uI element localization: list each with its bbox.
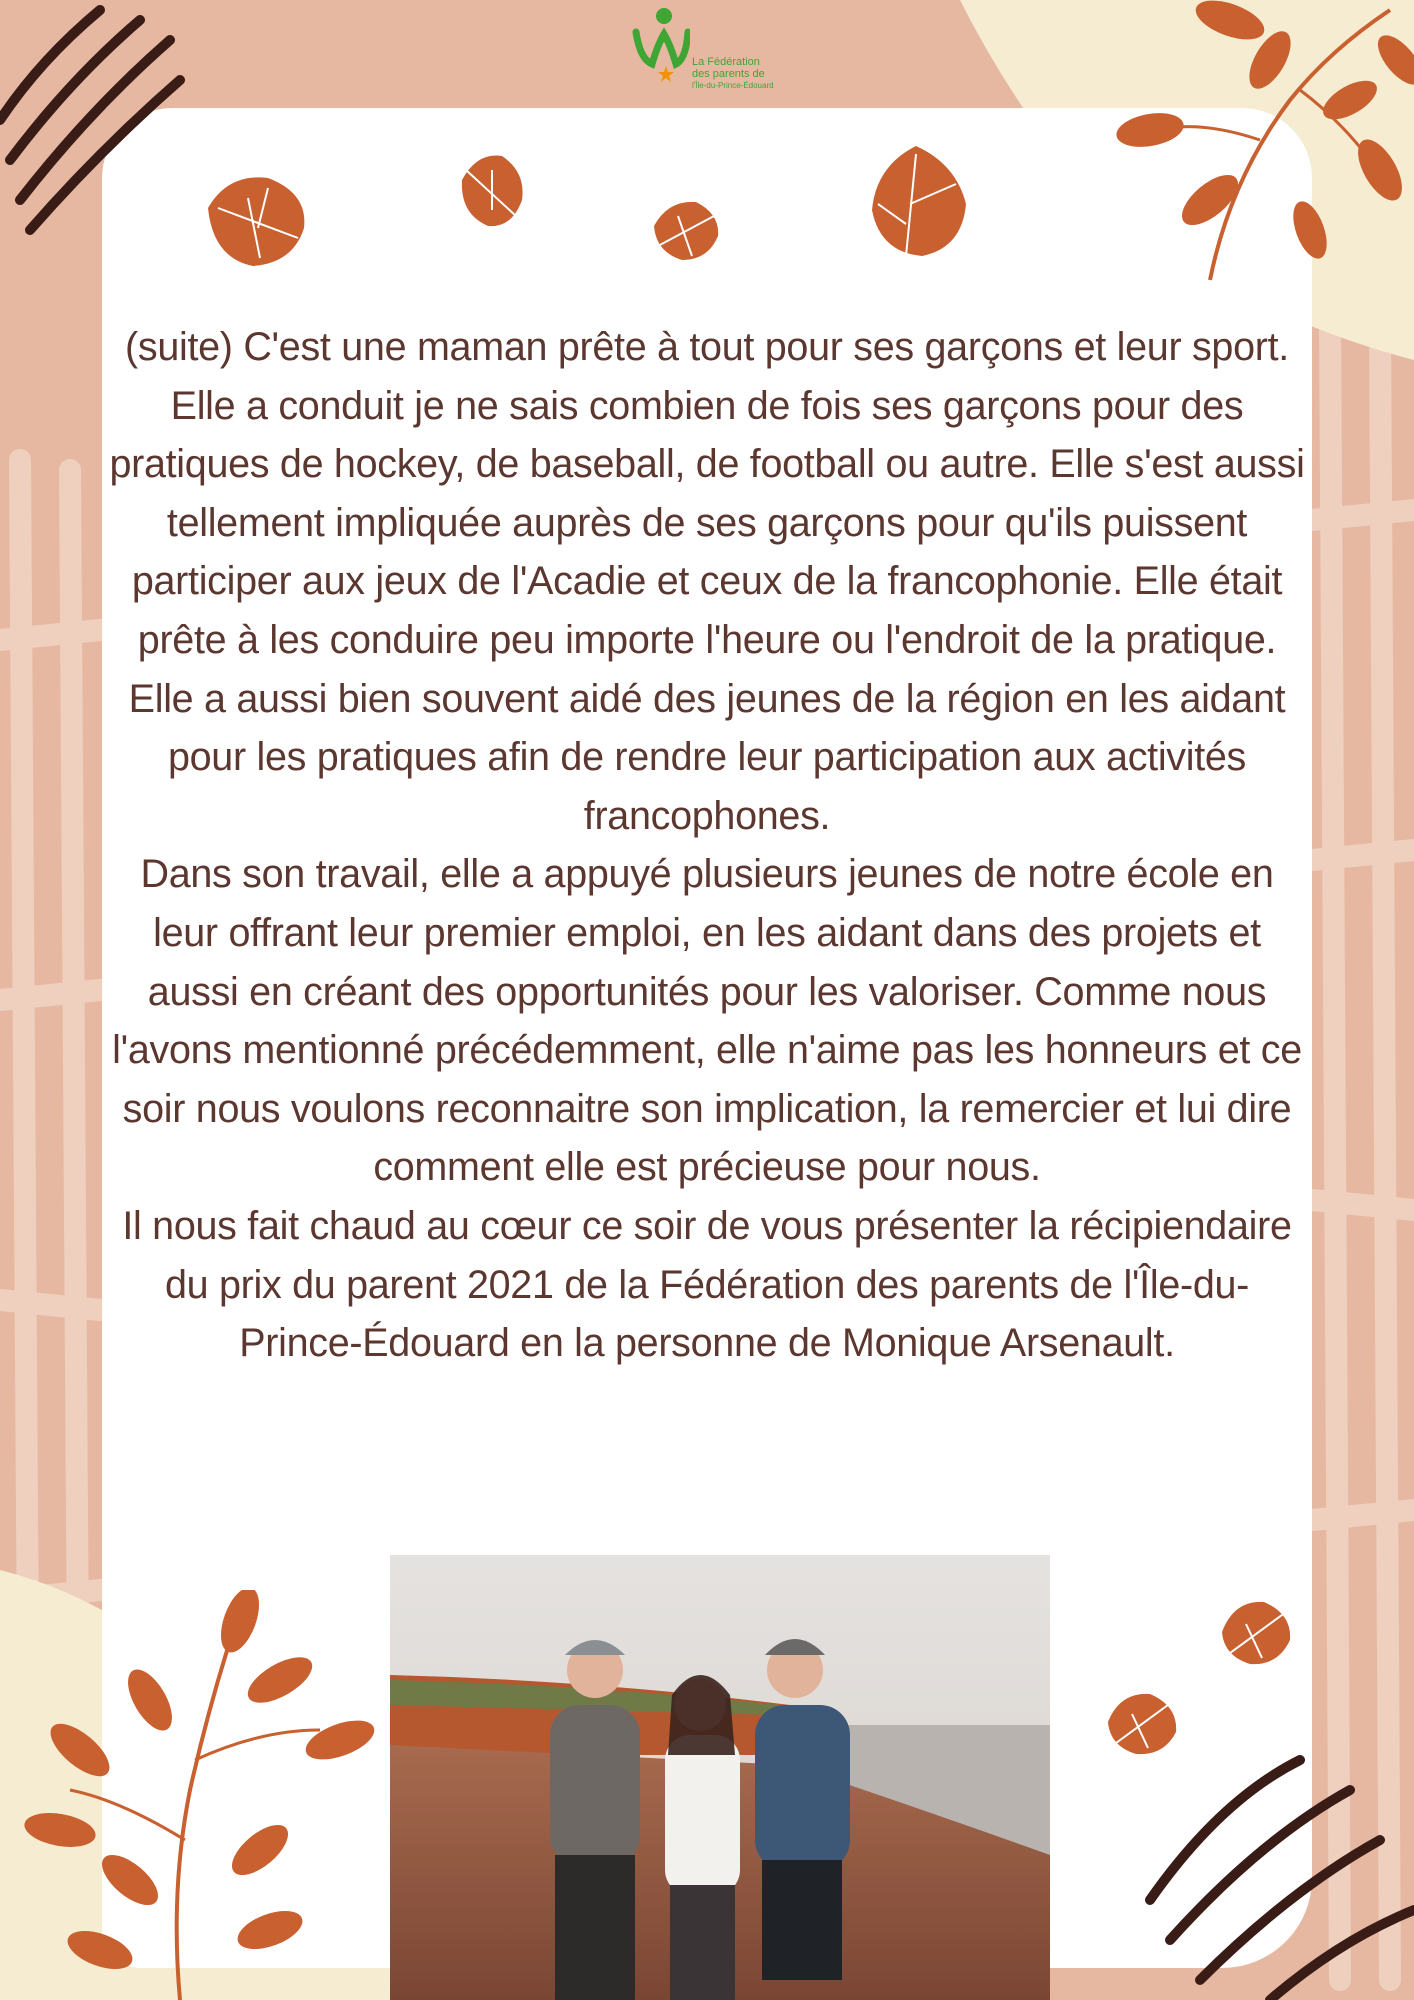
federation-logo-icon xyxy=(630,4,690,94)
family-beach-photo xyxy=(390,1555,1050,2000)
paragraph-2: Dans son travail, elle a appuyé plusieurs jeunes de notre école en leur offrant leur premier emploi, en les aidant dans des projets et aussi en créant des opportunités pour les valoriser. Comme nous l'avons mentionné précédemment, elle n'aime pas les honneurs et ce soir nous voulons reconnaitre son implication, la remercier et lui dire comment elle est précieuse pour nous. xyxy=(112,852,1302,1190)
branch-icon-top-right xyxy=(1100,0,1414,290)
branch-icon-bottom-left xyxy=(20,1590,380,2000)
body-text xyxy=(104,318,1310,1373)
logo-line-1: La Fédération xyxy=(692,56,760,68)
family-photo xyxy=(390,1555,1050,2000)
leaf-icon-4 xyxy=(866,144,972,262)
leaf-icon-5 xyxy=(1216,1596,1296,1668)
leaf-icon-3 xyxy=(648,196,724,266)
logo-line-2: des parents de xyxy=(692,68,765,80)
leaf-icon-6 xyxy=(1102,1688,1182,1758)
leaf-icon-2 xyxy=(452,150,528,232)
paragraph-3: Il nous fait chaud au cœur ce soir de vous présenter la récipiendaire du prix du parent 2021 de la Fédération des parents de l'Île-du-Prince-Édouard en la personne de Monique Arsenault. xyxy=(122,1203,1292,1366)
paragraph-1: (suite) C'est une maman prête à tout pour ses garçons et leur sport. Elle a conduit je ne sais combien de fois ses garçons pour des pratiques de hockey, de baseball, de football ou autre. Elle s'est aussi tellement impliquée auprès de ses garçons pour qu'ils puissent participer aux jeux de l'Acadie et ceux de la francophonie. Elle était prête à les conduire peu importe l'heure ou l'endroit de la pratique. Elle a aussi bien souvent aidé des jeunes de la région en les aidant pour les pratiques afin de rendre leur participation aux activités francophones. xyxy=(109,325,1305,838)
logo-line-3: l'Île-du-Prince-Édouard xyxy=(692,81,774,90)
logo-text xyxy=(692,56,774,92)
brush-stroke-bottom-right xyxy=(1140,1740,1414,2000)
leaf-icon-1 xyxy=(198,168,314,272)
federation-logo xyxy=(630,4,780,96)
brush-stroke-top-left xyxy=(0,0,200,260)
